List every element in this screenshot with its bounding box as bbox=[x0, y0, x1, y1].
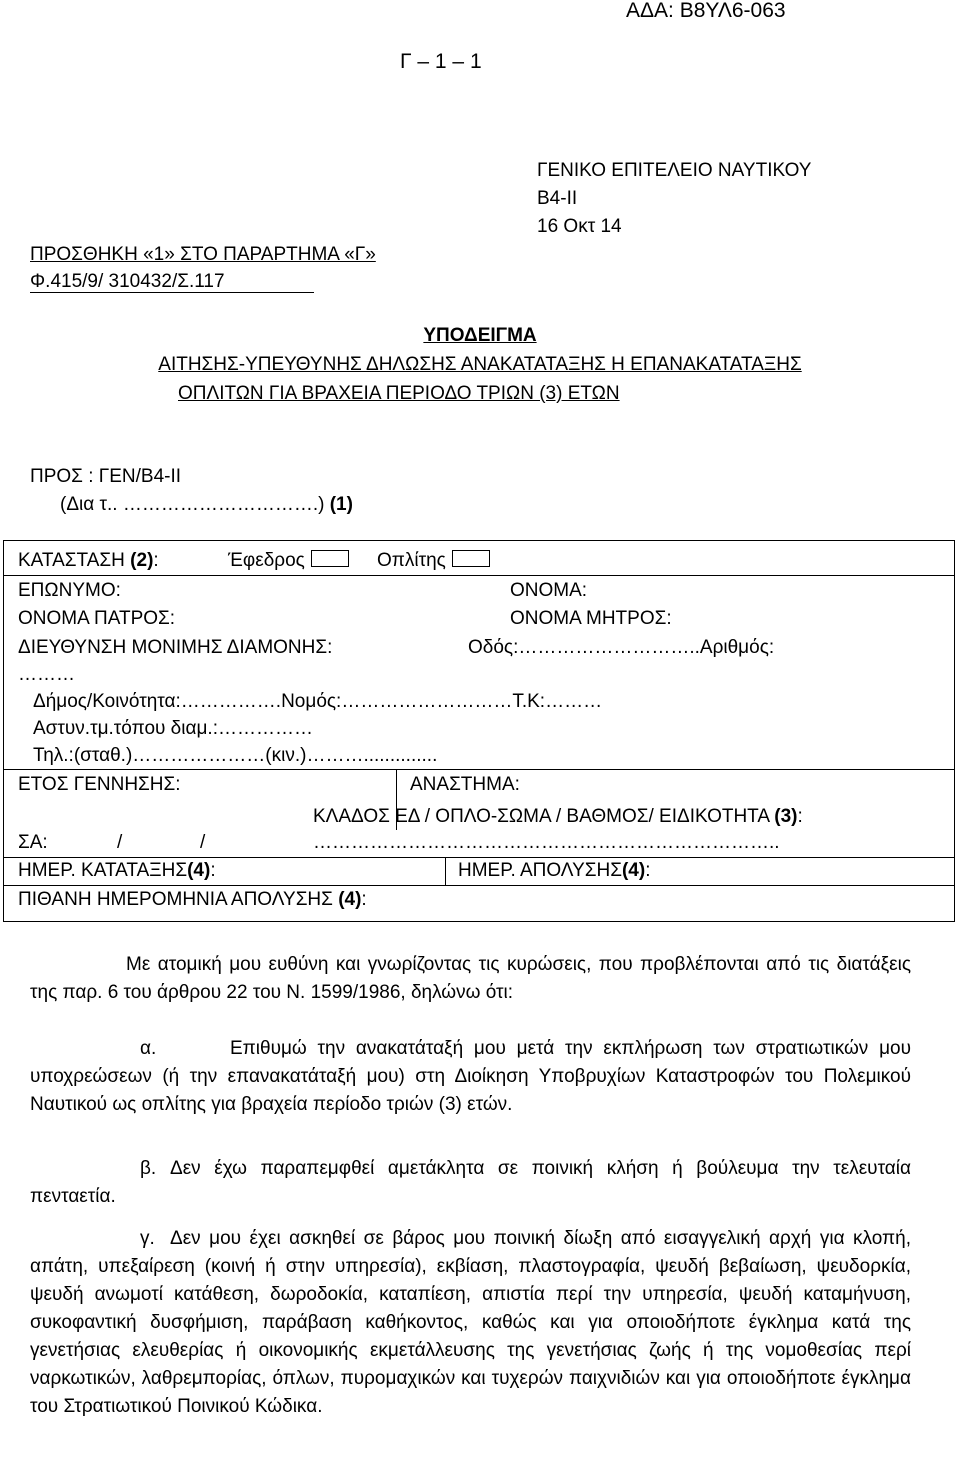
declaration-item-b bbox=[30, 1155, 911, 1211]
title-line-2: ΑΙΤΗΣΗΣ-ΥΠΕΥΘΥΝΗΣ ΔΗΛΩΣΗΣ ΑΝΑΚΑΤΑΤΑΞΗΣ Η ΕΠΑΝΑΚΑΤΑΤΑΞΗΣ bbox=[158, 354, 802, 375]
name-field-label: ΟΝΟΜΑ: bbox=[510, 580, 588, 601]
status-colon: : bbox=[153, 550, 159, 571]
sa-label: ΣΑ: bbox=[18, 832, 48, 853]
item-text: Δεν μου έχει ασκηθεί σε βάρος μου ποινική δίωξη από εισαγγελική αρχή για κλοπή, απάτη, υπεξαίρεση (κοινή ή στην υπηρεσία), εκβίαση, πλαστογραφία, ψευδή βεβαίωση, ψευδορκία, ψευδή ανωμοτί κατάθεση, δωροδοκία, καταπίεση, απιστία περί την υπηρεσία, ψευδή καταμήνυση, συκοφαντική δυσφήμιση, παράβαση καθήκοντος, καθώς και για οποιοδήποτε έγκλημα κατά της γενετήσιας ελευθερίας ή οικονομικής εκμετάλλευσης της γενετήσιας ζωής ή της νομοθεσίας περί ναρκωτικών, λαθρεμπορίας, όπλων, πυρομαχικών και τυχερών παιχνιδιών και για οποιοδήποτε έγκλημα του Στρατιωτικού Ποινικού Κώδικα. bbox=[30, 1228, 911, 1417]
form-divider bbox=[4, 885, 954, 886]
option-reservist[interactable] bbox=[228, 550, 349, 572]
phone-field: Τηλ.:(σταθ.)…………………(κιν.)……….............. bbox=[33, 745, 438, 766]
title-line-1: ΥΠΟΔΕΙΓΜΑ bbox=[423, 325, 537, 346]
address-label: ΔΙΕΥΘΥΝΣΗ ΜΟΝΙΜΗΣ ΔΙΑΜΟΝΗΣ: bbox=[18, 637, 333, 658]
probable-discharge-label bbox=[18, 889, 367, 911]
department: Β4-ΙΙ bbox=[537, 188, 578, 209]
status-note: (2) bbox=[130, 550, 154, 571]
document-date: 16 Οκτ 14 bbox=[537, 216, 622, 237]
via-text: (Δια τ.. ………………………….) bbox=[60, 494, 330, 515]
item-letter: α. bbox=[140, 1038, 157, 1059]
ada-code: ΑΔΑ: Β8ΥΛ6-063 bbox=[626, 0, 786, 22]
father-name-label: ΟΝΟΜΑ ΠΑΤΡΟΣ: bbox=[18, 608, 176, 629]
branch-label bbox=[313, 806, 803, 828]
item-letter: γ. bbox=[140, 1228, 155, 1249]
enlist-date-label bbox=[18, 860, 216, 882]
enlist-colon: : bbox=[210, 860, 216, 881]
probable-note: (4) bbox=[338, 889, 362, 910]
reservist-label: Έφεδρος bbox=[228, 550, 305, 571]
item-text: Επιθυμώ την ανακατάταξή μου μετά την εκπλήρωση των στρατιωτικών μου υποχρεώσεων (ή την επανακατάταξή μου) στη Διοίκηση Υποβρυχίων Καταστροφών του Πολεμικού Ναυτικού ως οπλίτης για βραχεία περίοδο τριών (3) ετών. bbox=[30, 1038, 911, 1115]
branch-text: ΚΛΑΔΟΣ ΕΔ / ΟΠΛΟ-ΣΩΜΑ / ΒΑΘΜΟΣ/ ΕΙΔΙΚΟΤΗΤΑ bbox=[313, 806, 775, 827]
status-row bbox=[18, 550, 159, 572]
discharge-date-text: ΗΜΕΡ. ΑΠΟΛΥΣΗΣ bbox=[458, 860, 622, 881]
document-code: Γ – 1 – 1 bbox=[400, 50, 482, 73]
probable-colon: : bbox=[361, 889, 367, 910]
status-label: ΚΑΤΑΣΤΑΣΗ bbox=[18, 550, 131, 571]
declaration-item-c bbox=[30, 1225, 911, 1421]
sa-separator: / bbox=[117, 832, 123, 853]
soldier-checkbox[interactable] bbox=[452, 550, 490, 567]
street-field: Οδός:………………………..Αριθμός: bbox=[468, 637, 775, 658]
sa-separator: / bbox=[200, 832, 206, 853]
reservist-checkbox[interactable] bbox=[311, 550, 349, 567]
form-divider bbox=[4, 769, 954, 770]
branch-colon: : bbox=[797, 806, 803, 827]
recipient: ΠΡΟΣ : ΓΕΝ/Β4-ΙΙ bbox=[30, 466, 182, 487]
municipality-field: Δήμος/Κοινότητα:…………….Νομός:………………………Τ.Κ:……… bbox=[33, 691, 603, 712]
branch-note: (3) bbox=[774, 806, 798, 827]
declaration-item-a bbox=[30, 1035, 911, 1119]
addition-heading: ΠΡΟΣΘΗΚΗ «1» ΣΤΟ ΠΑΡΑΡΤΗΜΑ «Γ» bbox=[30, 244, 376, 265]
form-divider bbox=[4, 857, 954, 858]
item-text: Δεν έχω παραπεμφθεί αμετάκλητα σε ποινική κλήση ή βούλευμα την τελευταία πενταετία. bbox=[30, 1158, 911, 1207]
probable-discharge-text: ΠΙΘΑΝΗ ΗΜΕΡΟΜΗΝΙΑ ΑΠΟΛΥΣΗΣ bbox=[18, 889, 339, 910]
item-letter: β. bbox=[140, 1158, 157, 1179]
via-note: (1) bbox=[329, 494, 353, 515]
soldier-label: Οπλίτης bbox=[377, 550, 446, 571]
organization-name: ΓΕΝΙΚΟ ΕΠΙΤΕΛΕΙΟ ΝΑΥΤΙΚΟΥ bbox=[537, 160, 812, 181]
title-line-3: ΟΠΛΙΤΩΝ ΓΙΑ ΒΡΑΧΕΙΑ ΠΕΡΙΟΔΟ ΤΡΙΩΝ (3) ΕΤΩΝ bbox=[178, 383, 620, 404]
declaration-intro bbox=[30, 951, 911, 1007]
declaration-intro-text: Με ατομική μου ευθύνη και γνωρίζοντας τις κυρώσεις, που προβλέπονται από τις διατάξεις της παρ. 6 του άρθρου 22 του Ν. 1599/1986, δηλώνω ότι: bbox=[30, 954, 911, 1003]
address-dots: ……… bbox=[18, 664, 75, 685]
reference-number: Φ.415/9/ 310432/Σ.117 bbox=[30, 271, 314, 293]
option-soldier[interactable] bbox=[377, 550, 490, 572]
police-dept-field: Αστυν.τμ.τόπου διαμ.:…………… bbox=[33, 718, 313, 739]
form-divider bbox=[4, 575, 954, 576]
discharge-colon: : bbox=[645, 860, 651, 881]
discharge-note: (4) bbox=[621, 860, 646, 881]
enlist-note: (4) bbox=[187, 860, 211, 881]
discharge-date-label bbox=[458, 860, 650, 882]
branch-dots: ……………………………………………………………….. bbox=[313, 832, 780, 853]
via-line bbox=[60, 494, 353, 516]
birth-year-label: ΕΤΟΣ ΓΕΝΝΗΣΗΣ: bbox=[18, 774, 181, 795]
surname-field-label: ΕΠΩΝΥΜΟ: bbox=[18, 580, 121, 601]
enlist-date-text: ΗΜΕΡ. ΚΑΤΑΤΑΞΗΣ bbox=[18, 860, 188, 881]
mother-name-label: ΟΝΟΜΑ ΜΗΤΡΟΣ: bbox=[510, 608, 672, 629]
height-label: ΑΝΑΣΤΗΜΑ: bbox=[410, 774, 520, 795]
form-divider bbox=[445, 857, 446, 885]
